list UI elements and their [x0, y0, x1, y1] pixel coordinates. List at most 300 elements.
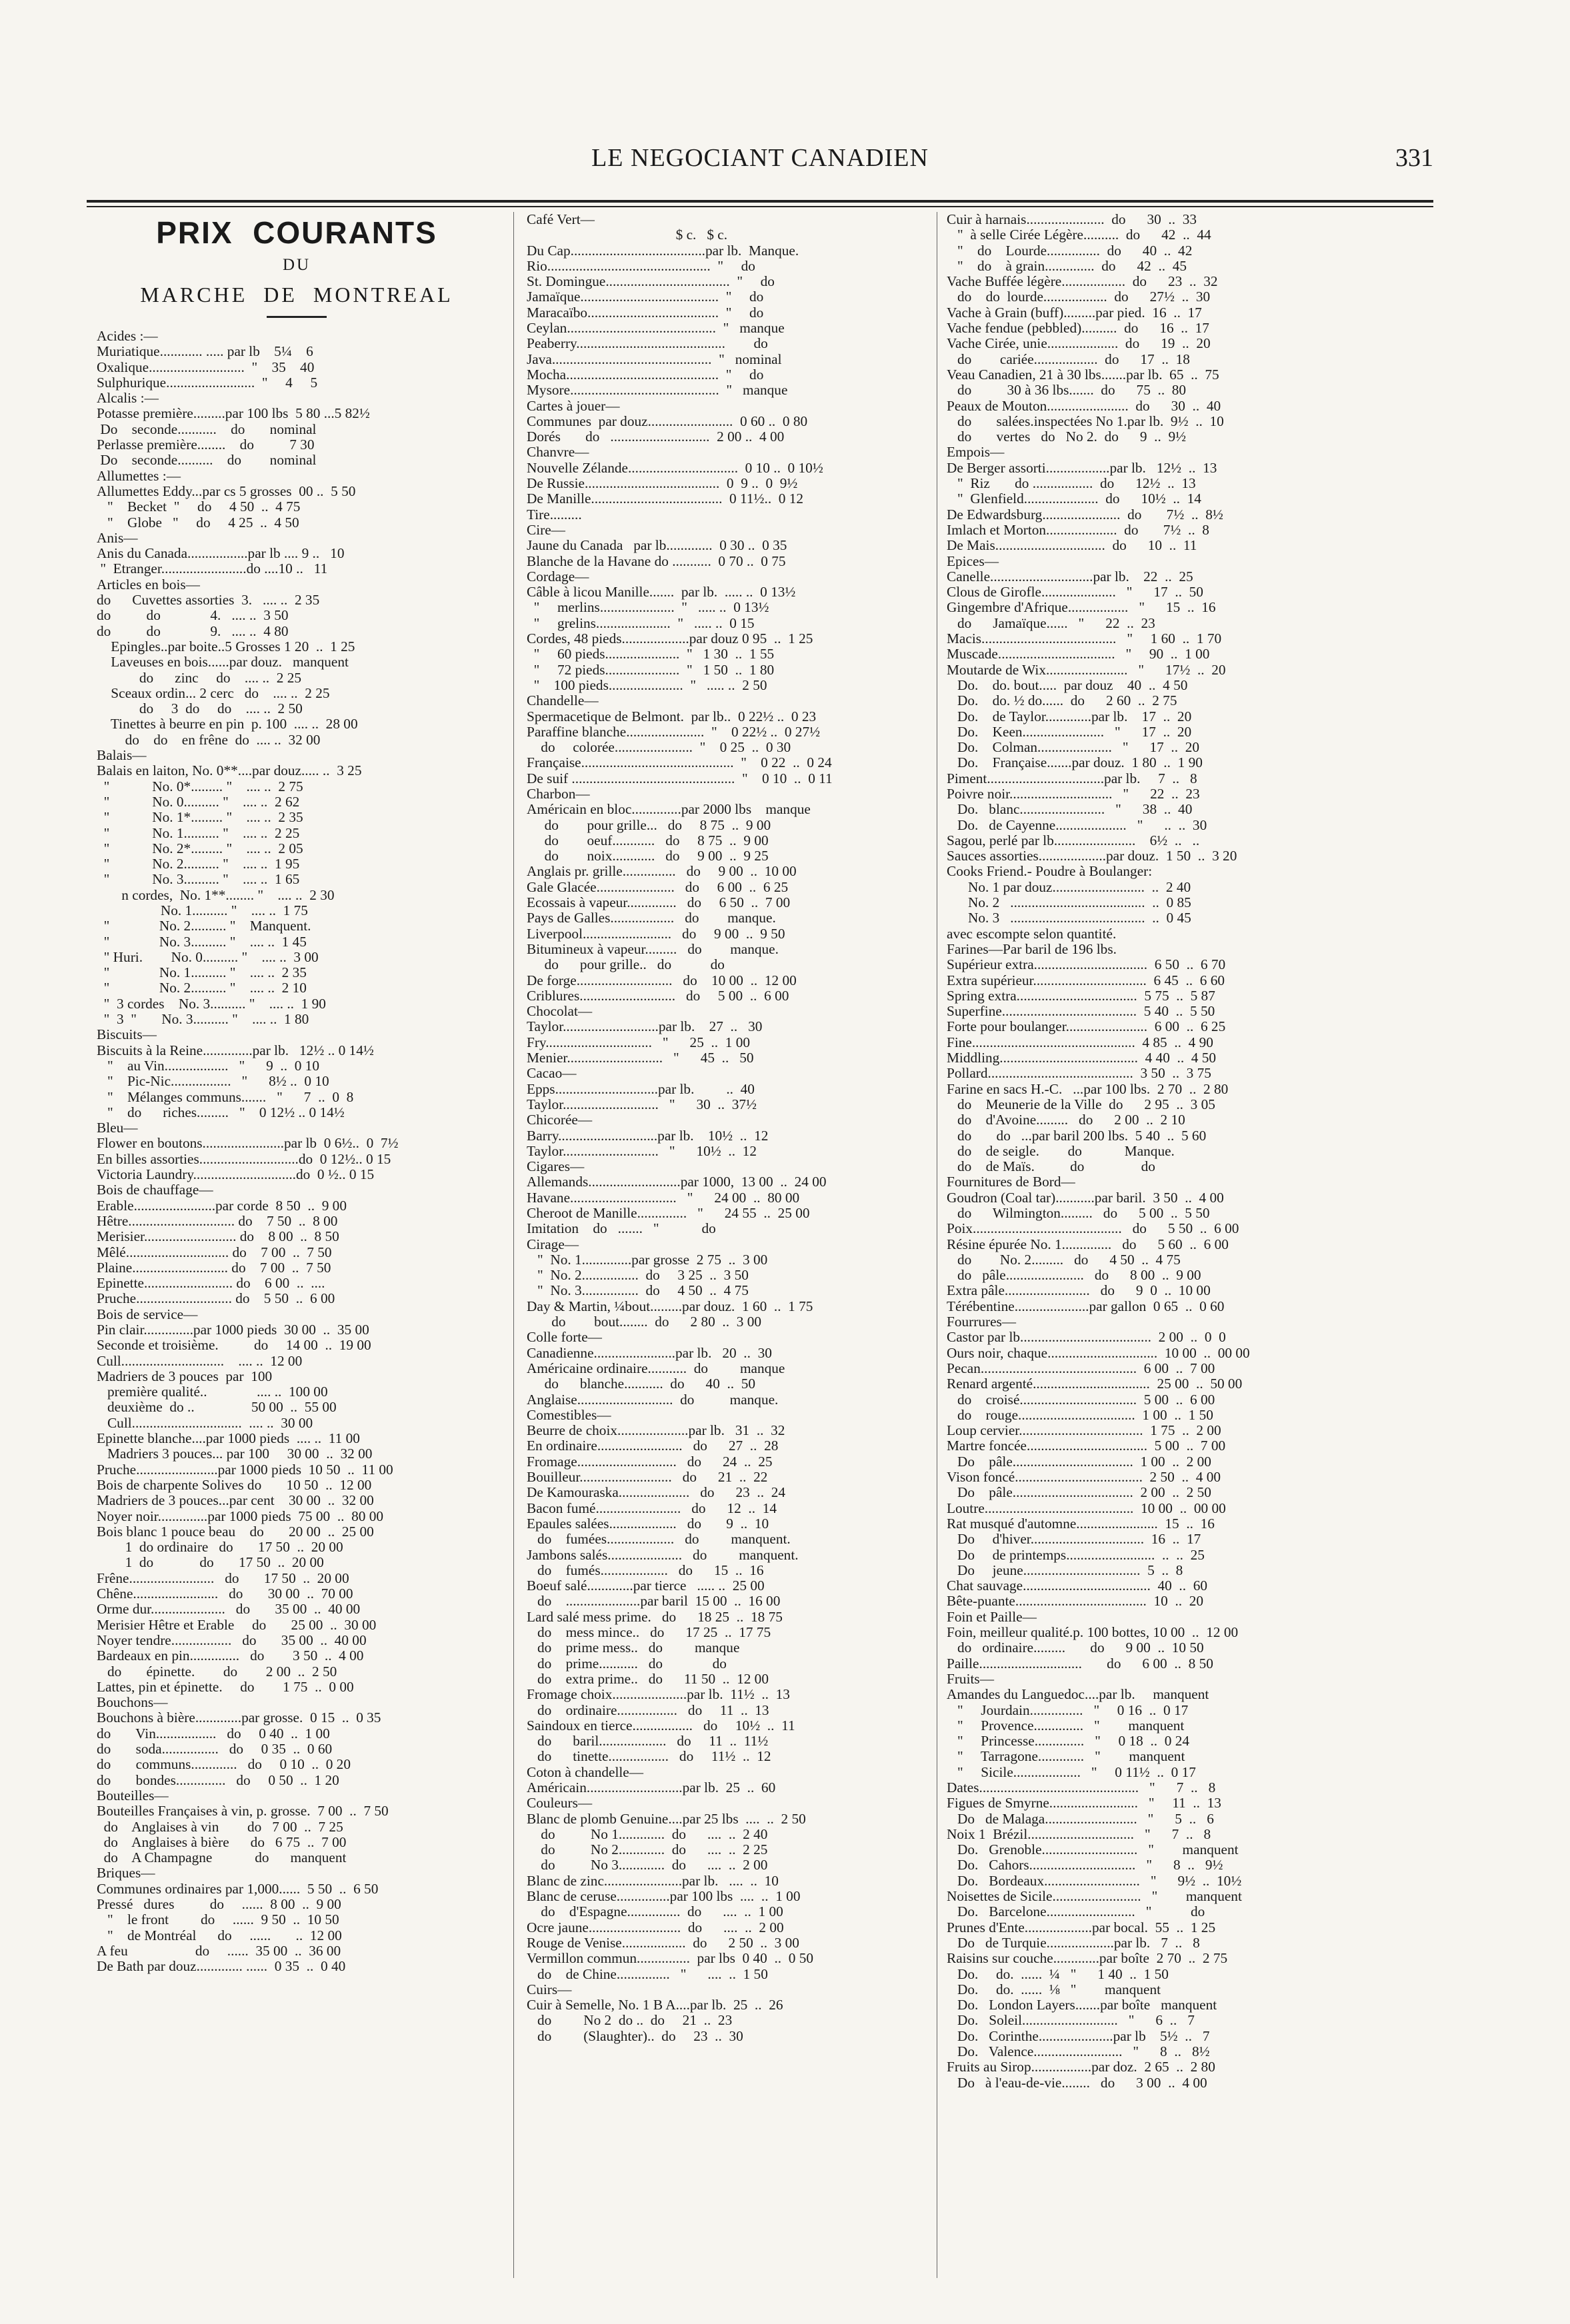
- price-line: " Glenfield..................... do 10½ .. 14: [947, 491, 1201, 507]
- price-line: Sulphurique......................... " 4 5: [97, 375, 318, 391]
- price-line: " No. 3.......... " .... .. 1 65: [97, 872, 300, 888]
- price-line: do Anglaises à vin do 7 00 .. 7 25: [97, 1819, 343, 1835]
- price-line: Prunes d'Ente...................par bocal. 55 .. 1 25: [947, 1919, 1216, 1935]
- price-line: De Berger assorti..................par lb. 12½ .. 13: [947, 460, 1217, 476]
- price-line: Blanc de ceruse...............par 100 lbs .... .. 1 00: [527, 1889, 801, 1905]
- price-line: Muriatique............ ..... par lb 5¼ 6: [97, 344, 313, 360]
- price-line: Bouteilles Françaises à vin, p. grosse. 7 00 .. 7 50: [97, 1803, 389, 1819]
- price-line: " 3 cordes No. 3.......... " .... .. 1 90: [97, 996, 326, 1012]
- price-line: Chêne........................ do 30 00 .. 70 00: [97, 1586, 353, 1602]
- price-line: do extra prime.. do 11 50 .. 12 00: [527, 1671, 769, 1687]
- price-line: Liverpool......................... do 9 00 .. 9 50: [527, 926, 785, 942]
- price-line: $ c. $ c.: [527, 227, 728, 243]
- price-line: Colle forte—: [527, 1330, 602, 1346]
- price-line: Fruits—: [947, 1671, 995, 1687]
- price-line: " à selle Cirée Légère.......... do 42 .. 44: [947, 227, 1211, 243]
- price-line: Articles en bois—: [97, 577, 200, 592]
- price-line: Allemands..........................par 1000, 13 00 .. 24 00: [527, 1174, 827, 1190]
- price-line: Epaules salées................... do 9 .. 10: [527, 1516, 769, 1532]
- price-line: Lattes, pin et épinette. do 1 75 .. 0 00: [97, 1679, 354, 1695]
- price-line: " do riches......... " 0 12½ .. 0 14½: [97, 1104, 345, 1120]
- price-line: Chicorée—: [527, 1112, 593, 1128]
- price-line: Ecossais à vapeur.............. do 6 50 .. 7 00: [527, 895, 791, 911]
- price-line: Acides :—: [97, 329, 158, 344]
- price-line: do communs............. do 0 10 .. 0 20: [97, 1757, 351, 1773]
- price-line: Do. Corinthe.....................par lb 5½ .. 7: [947, 2028, 1210, 2044]
- price-line: Bitumineux à vapeur......... do manque.: [527, 941, 779, 957]
- price-line: " Huri. No. 0.......... " .... .. 3 00: [97, 949, 319, 965]
- price-line: No. 3 ...................................... .. 0 45: [947, 910, 1191, 926]
- price-line: do noix............ do 9 00 .. 9 25: [527, 848, 769, 864]
- price-line: " No. 0*......... " .... .. 2 75: [97, 778, 303, 794]
- price-line: Bouteilles—: [97, 1787, 169, 1803]
- price-line: " do à grain.............. do 42 .. 45: [947, 258, 1187, 274]
- price-line: do bondes.............. do 0 50 .. 1 20: [97, 1772, 339, 1788]
- price-line: Blanc de zinc......................par lb. .... .. 10: [527, 1873, 779, 1889]
- price-line: Castor par lb..................................... 2 00 .. 0 0: [947, 1330, 1226, 1346]
- price-line: do bout........ do 2 80 .. 3 00: [527, 1314, 761, 1330]
- price-line: do .....................par baril 15 00 .. 16 00: [527, 1594, 781, 1610]
- price-line: do mess mince.. do 17 25 .. 17 75: [527, 1625, 771, 1641]
- price-line: do d'Avoine......... do 2 00 .. 2 10: [947, 1112, 1185, 1128]
- price-line: Boeuf salé.............par tierce ..... .. 25 00: [527, 1578, 765, 1594]
- price-line: do croisé................................. 5 00 .. 6 00: [947, 1392, 1215, 1408]
- price-line: do do 4. .... .. 3 50: [97, 608, 289, 624]
- price-line: Ocre jaune.......................... do .... .. 2 00: [527, 1919, 784, 1935]
- price-line: Do d'hiver................................ 16 .. 17: [947, 1532, 1201, 1548]
- price-line: Peaberry.......................................... do: [527, 336, 768, 352]
- price-line: Rat musqué d'automne....................... 15 .. 16: [947, 1516, 1215, 1532]
- price-line: Canelle.............................par lb. 22 .. 25: [947, 569, 1193, 584]
- price-line: " Riz do ................. do 12½ .. 13: [947, 476, 1196, 492]
- price-line: Résine épurée No. 1.............. do 5 60 .. 6 00: [947, 1236, 1229, 1252]
- price-line: Clous de Girofle..................... " 17 .. 50: [947, 584, 1203, 600]
- price-line: do fumés................... do 15 .. 16: [527, 1562, 764, 1578]
- price-line: Bardeaux en pin.............. do 3 50 .. 4 00: [97, 1648, 364, 1664]
- price-line: Fry.............................. " 25 .. 1 00: [527, 1034, 751, 1050]
- price-line: Cull............................... .... .. 30 00: [97, 1415, 313, 1431]
- price-line: Loup cervier................................... 1 75 .. 2 00: [947, 1423, 1221, 1439]
- price-line: deuxième do .. 50 00 .. 55 00: [97, 1400, 337, 1416]
- price-line: Pin clair..............par 1000 pieds 30 00 .. 35 00: [97, 1322, 369, 1338]
- price-line: Macis...................................... " 1 60 .. 1 70: [947, 631, 1222, 647]
- price-line: " No. 1*......... " .... .. 2 35: [97, 810, 303, 826]
- price-line: Maracaïbo..................................... " do: [527, 305, 764, 321]
- price-line: do do lourde.................. do 27½ .. 30: [947, 289, 1211, 305]
- price-line: Américain en bloc..............par 2000 lbs manque: [527, 802, 811, 818]
- price-line: Cordage—: [527, 569, 589, 584]
- price-line: Do. do. bout..... par douz 40 .. 4 50: [947, 677, 1188, 693]
- price-line: Do pâle.................................. 2 00 .. 2 50: [947, 1485, 1211, 1501]
- price-line: Chanvre—: [527, 445, 589, 461]
- price-line: Do. do. ...... ¼ " 1 40 .. 1 50: [947, 1966, 1169, 1982]
- price-line: Criblures........................... do 5 00 .. 6 00: [527, 988, 789, 1004]
- price-line: do prime........... do do: [527, 1656, 727, 1672]
- price-line: Forte pour boulanger....................... 6 00 .. 6 25: [947, 1019, 1226, 1035]
- price-line: Chat sauvage.................................... 40 .. 60: [947, 1578, 1207, 1594]
- price-line: Couleurs—: [527, 1795, 593, 1811]
- price-line: Flower en boutons.......................par lb 0 6½.. 0 7½: [97, 1136, 399, 1152]
- price-line: do No 2............. do .... .. 2 25: [527, 1842, 768, 1858]
- price-line: Canadienne.......................par lb. 20 .. 30: [527, 1345, 772, 1361]
- price-line: En ordinaire........................ do 27 .. 28: [527, 1438, 779, 1454]
- price-line: Cacao—: [527, 1066, 577, 1082]
- price-line: Balais en laiton, No. 0**....par douz..... .. 3 25: [97, 763, 362, 779]
- price-line: " Becket " do 4 50 .. 4 75: [97, 499, 301, 515]
- price-line: do Wilmington......... do 5 00 .. 5 50: [947, 1206, 1210, 1221]
- price-line: Pecan............................................ 6 00 .. 7 00: [947, 1360, 1215, 1376]
- price-line: " de Montréal do ...... .. 12 00: [97, 1927, 342, 1943]
- price-line: Communes ordinaires par 1,000...... 5 50 .. 6 50: [97, 1881, 379, 1897]
- section-title: PRIX COURANTS: [156, 215, 437, 250]
- price-line: Ceylan.......................................... " manque: [527, 321, 785, 337]
- price-line: Madriers 3 pouces... par 100 30 00 .. 32 00: [97, 1446, 373, 1462]
- header-rule-thin: [87, 206, 1433, 207]
- price-line: " No. 2*......... " .... .. 2 05: [97, 840, 303, 856]
- price-line: Beurre de choix....................par lb. 31 .. 32: [527, 1423, 785, 1439]
- price-line: De Russie...................................... 0 9 .. 0 9½: [527, 476, 798, 492]
- price-line: St. Domingue................................... " do: [527, 274, 775, 290]
- price-line: Anglaise........................... do manque.: [527, 1392, 779, 1408]
- price-line: " Mélanges communs....... " 7 .. 0 8: [97, 1089, 354, 1105]
- price-line: Renard argenté................................. 25 00 .. 50 00: [947, 1376, 1243, 1392]
- price-line: Chocolat—: [527, 1004, 593, 1020]
- price-line: do fumées................... do manquent.: [527, 1532, 791, 1548]
- price-line: " Globe " do 4 25 .. 4 50: [97, 515, 299, 531]
- price-line: Merisier Hêtre et Erable do 25 00 .. 30 00: [97, 1617, 377, 1633]
- price-line: Victoria Laundry.............................do 0 ½.. 0 15: [97, 1167, 375, 1183]
- price-line: do vertes do No 2. do 9 .. 9½: [947, 429, 1187, 445]
- price-line: do (Slaughter).. do 23 .. 30: [527, 2028, 743, 2044]
- price-line: Paille............................. do 6 00 .. 8 50: [947, 1656, 1213, 1672]
- price-line: do ordinaire......... do 9 00 .. 10 50: [947, 1640, 1204, 1656]
- page-number: 331: [1395, 144, 1433, 172]
- price-line: Madriers de 3 pouces...par cent 30 00 .. 32 00: [97, 1493, 374, 1509]
- price-line: Cheroot de Manille.............. " 24 55 .. 25 00: [527, 1206, 810, 1221]
- price-line: première qualité.. .... .. 100 00: [97, 1384, 328, 1400]
- price-line: do No 1............. do .... .. 2 40: [527, 1826, 768, 1842]
- price-line: " No. 2................ do 3 25 .. 3 50: [527, 1268, 749, 1284]
- price-line: Bois de chauffage—: [97, 1182, 213, 1198]
- price-line: Cuir à Semelle, No. 1 B A....par lb. 25 .. 26: [527, 1997, 783, 2013]
- price-line: Epingles..par boite..5 Grosses 1 20 .. 1 25: [97, 638, 355, 654]
- price-line: Jaune du Canada par lb............. 0 30 .. 0 35: [527, 538, 787, 554]
- price-line: Fruits au Sirop.................par doz. 2 65 .. 2 80: [947, 2059, 1215, 2075]
- price-line: Do. Soleil........................... " 6 .. 7: [947, 2013, 1195, 2029]
- price-line: Figues de Smyrne......................... " 11 .. 13: [947, 1795, 1221, 1811]
- price-line: " grelins..................... " ..... .. 0 15: [527, 615, 755, 631]
- price-line: do Jamaïque...... " 22 .. 23: [947, 615, 1155, 631]
- price-line: Piment.................................par lb. 7 .. 8: [947, 770, 1197, 786]
- price-line: " No. 0.......... " .... .. 2 62: [97, 794, 300, 810]
- price-line: Coton à chandelle—: [527, 1764, 644, 1780]
- price-line: do pâle...................... do 8 00 .. 9 00: [947, 1268, 1201, 1284]
- price-line: do épinette. do 2 00 .. 2 50: [97, 1664, 337, 1680]
- price-line: De Kamouraska.................... do 23 .. 24: [527, 1485, 786, 1501]
- price-line: Cuirs—: [527, 1981, 572, 1997]
- price-line: Do. Grenoble........................... " manquent: [947, 1842, 1239, 1858]
- price-line: Térébentine.....................par gallon 0 65 .. 0 60: [947, 1298, 1225, 1314]
- price-line: Goudron (Coal tar)...........par baril. 3 50 .. 4 00: [947, 1190, 1224, 1206]
- price-line: Extra pâle........................ do 9 0 .. 10 00: [947, 1283, 1211, 1299]
- price-line: Dates............................................. " 7 .. 8: [947, 1779, 1216, 1795]
- price-line: Potasse première.........par 100 lbs 5 80 ...5 82½: [97, 406, 370, 422]
- price-line: Gale Glacée...................... do 6 00 .. 6 25: [527, 879, 789, 895]
- price-line: do 3 do do .... .. 2 50: [97, 701, 303, 717]
- price-line: Cire—: [527, 522, 565, 538]
- price-line: " No. 2.......... " .... .. 2 10: [97, 980, 307, 996]
- price-line: do pour grille... do 8 75 .. 9 00: [527, 817, 771, 833]
- price-line: " Sicile................... " 0 11½ .. 0 17: [947, 1764, 1196, 1780]
- price-line: Taylor...........................par lb. 27 .. 30: [527, 1019, 763, 1035]
- price-line: Bouchons—: [97, 1695, 168, 1711]
- price-line: Martre foncée.................................. 5 00 .. 7 00: [947, 1438, 1226, 1454]
- price-line: Cull............................. .... .. 12 00: [97, 1353, 303, 1369]
- price-line: Do. Française.......par douz. 1 80 .. 1 90: [947, 755, 1203, 771]
- price-line: Rio.............................................. " do: [527, 258, 755, 274]
- price-line: Vache fendue (pebbled).......... do 16 .. 17: [947, 321, 1209, 337]
- price-line: Lard salé mess prime. do 18 25 .. 18 75: [527, 1609, 783, 1625]
- price-line: Havane.............................. " 24 00 .. 80 00: [527, 1190, 800, 1206]
- price-line: Noix 1 Brézil.............................. " 7 .. 8: [947, 1826, 1211, 1842]
- price-line: Barry............................par lb. 10½ .. 12: [527, 1128, 769, 1144]
- price-line: Nouvelle Zélande............................... 0 10 .. 0 10½: [527, 460, 823, 476]
- price-line: Café Vert—: [527, 212, 595, 227]
- price-line: Middling....................................... 4 40 .. 4 50: [947, 1050, 1217, 1066]
- price-line: Cartes à jouer—: [527, 398, 620, 414]
- price-line: Foin, meilleur qualité.p. 100 bottes, 10 00 .. 12 00: [947, 1625, 1239, 1641]
- price-line: " 72 pieds..................... " 1 50 .. 1 80: [527, 662, 775, 678]
- price-line: No. 2 ...................................... .. 0 85: [947, 895, 1191, 911]
- price-line: Imlach et Morton.................... do 7½ .. 8: [947, 522, 1209, 538]
- price-line: Bête-puante..................................... 10 .. 20: [947, 1594, 1204, 1610]
- price-line: Do. de Taylor.............par lb. 17 .. 20: [947, 708, 1192, 724]
- price-line: Cuir à harnais...................... do 30 .. 33: [947, 212, 1197, 227]
- price-line: " No. 1.......... " .... .. 2 25: [97, 825, 300, 841]
- price-line: Do. de Cayenne.................... " .. .. 30: [947, 817, 1207, 833]
- price-line: Foin et Paille—: [947, 1609, 1037, 1625]
- price-line: Plaine........................... do 7 00 .. 7 50: [97, 1260, 331, 1276]
- price-line: " No. 1..............par grosse 2 75 .. 3 00: [527, 1252, 768, 1268]
- price-line: Américain...........................par lb. 25 .. 60: [527, 1779, 776, 1795]
- price-line: Taylor........................... " 10½ .. 12: [527, 1143, 757, 1159]
- price-line: Moutarde de Wix....................... " 17½ .. 20: [947, 662, 1226, 678]
- price-line: Frêne........................ do 17 50 .. 20 00: [97, 1570, 349, 1586]
- price-line: " Princesse.............. " 0 18 .. 0 24: [947, 1734, 1190, 1749]
- price-line: Pollard......................................... 3 50 .. 3 75: [947, 1066, 1211, 1082]
- price-line: Epinette blanche....par 1000 pieds .... .. 11 00: [97, 1431, 360, 1447]
- price-line: " 3 " No. 3.......... " .... .. 1 80: [97, 1012, 309, 1028]
- price-line: Anglais pr. grille............... do 9 00 .. 10 00: [527, 864, 797, 880]
- price-line: Américaine ordinaire........... do manque: [527, 1360, 785, 1376]
- price-line: " 100 pieds..................... " ..... .. 2 50: [527, 677, 767, 693]
- price-line: Blanche de la Havane do ........... 0 70 .. 0 75: [527, 553, 786, 569]
- price-line: n cordes, No. 1**........ " .... .. 2 30: [97, 887, 335, 903]
- price-line: " merlins..................... " ..... .. 0 13½: [527, 600, 769, 616]
- price-line: Cooks Friend.- Poudre à Boulanger:: [947, 864, 1153, 880]
- price-line: do do 9. .... .. 4 80: [97, 623, 289, 639]
- price-line: Pruche.......................par 1000 pieds 10 50 .. 11 00: [97, 1462, 393, 1478]
- price-line: do No 2 do .. do 21 .. 23: [527, 2013, 733, 2029]
- price-line: Vison foncé.................................... 2 50 .. 4 00: [947, 1470, 1221, 1486]
- price-line: Mocha........................................... " do: [527, 367, 764, 383]
- price-line: Merisier.......................... do 8 00 .. 8 50: [97, 1229, 339, 1245]
- price-line: Cirage—: [527, 1236, 579, 1252]
- price-line: do salées.inspectées No 1.par lb. 9½ .. 10: [947, 413, 1224, 429]
- price-line: Bois de charpente Solives do 10 50 .. 12 00: [97, 1477, 372, 1493]
- price-line: Do à l'eau-de-vie........ do 3 00 .. 4 00: [947, 2075, 1207, 2091]
- price-line: do de Chine............... " .... .. 1 50: [527, 1966, 768, 1982]
- price-line: Do de printemps......................... .. .. 25: [947, 1547, 1205, 1563]
- price-line: Cigares—: [527, 1159, 585, 1175]
- price-line: De Mais............................... do 10 .. 11: [947, 538, 1197, 554]
- price-line: do baril................... do 11 .. 11½: [527, 1734, 769, 1749]
- price-line: Anis—: [97, 530, 138, 546]
- price-line: Orme dur..................... do 35 00 .. 40 00: [97, 1602, 361, 1618]
- price-line: Sauces assorties...................par douz. 1 50 .. 3 20: [947, 848, 1237, 864]
- price-line: Farine en sacs H.-C. ...par 100 lbs. 2 70 .. 2 80: [947, 1081, 1229, 1097]
- column-divider: [513, 212, 514, 2278]
- price-line: Do. Keen....................... " 17 .. 20: [947, 724, 1192, 740]
- price-line: De suif .............................................. " 0 10 .. 0 11: [527, 770, 833, 786]
- price-line: do Meunerie de la Ville do 2 95 .. 3 05: [947, 1096, 1215, 1112]
- price-line: Câble à licou Manille....... par lb. ..... .. 0 13½: [527, 584, 796, 600]
- price-line: 1 do do 17 50 .. 20 00: [97, 1555, 324, 1571]
- header-rule-thick: [87, 200, 1433, 203]
- price-line: Java............................................. " nominal: [527, 351, 782, 367]
- price-line: Comestibles—: [527, 1407, 611, 1423]
- price-line: Paraffine blanche...................... " 0 22½ .. 0 27½: [527, 724, 821, 740]
- price-line: Superfine...................................... 5 40 .. 5 50: [947, 1004, 1215, 1020]
- price-line: De Edwardsburg...................... do 7½ .. 8½: [947, 507, 1223, 523]
- price-line: do de Maïs. do do: [947, 1159, 1155, 1175]
- price-line: Do jeune................................. 5 .. 8: [947, 1562, 1183, 1578]
- price-line: 1 do ordinaire do 17 50 .. 20 00: [97, 1540, 343, 1556]
- price-line: Do. Barcelone......................... " do: [947, 1904, 1205, 1920]
- price-line: " au Vin.................. " 9 .. 0 10: [97, 1058, 319, 1074]
- price-line: do do ...par baril 200 lbs. 5 40 .. 5 60: [947, 1128, 1207, 1144]
- price-line: Allumettes Eddy...par cs 5 grosses 00 .. 5 50: [97, 483, 356, 499]
- price-column-1: [97, 212, 497, 1974]
- price-line: Noyer tendre................. do 35 00 .. 40 00: [97, 1632, 367, 1648]
- price-line: Gingembre d'Afrique................. " 15 .. 16: [947, 600, 1216, 616]
- price-line: Fourrures—: [947, 1314, 1017, 1330]
- price-line: " No. 2.......... " Manquent.: [97, 918, 311, 934]
- price-line: Do. do. ½ do...... do 2 60 .. 2 75: [947, 693, 1177, 709]
- price-line: do oeuf............ do 8 75 .. 9 00: [527, 832, 769, 848]
- price-line: do Cuvettes assorties 3. .... .. 2 35: [97, 592, 320, 608]
- price-line: Do de Malaga.......................... " 5 .. 6: [947, 1811, 1214, 1827]
- price-line: Communes par douz........................ 0 60 .. 0 80: [527, 413, 808, 429]
- price-line: Chandelle—: [527, 693, 599, 709]
- price-line: A feu do ...... 35 00 .. 36 00: [97, 1943, 341, 1959]
- price-line: Du Cap......................................par lb. Manque.: [527, 243, 799, 259]
- price-line: Balais—: [97, 748, 147, 764]
- price-line: " No. 3................ do 4 50 .. 4 75: [527, 1283, 749, 1299]
- price-line: Bouilleur.......................... do 21 .. 22: [527, 1470, 768, 1486]
- price-line: Bacon fumé........................ do 12 .. 14: [527, 1500, 777, 1516]
- price-line: Do. Colman..................... " 17 .. 20: [947, 740, 1200, 756]
- price-line: Fromage choix.....................par lb. 11½ .. 13: [527, 1687, 790, 1703]
- price-line: do prime mess.. do manque: [527, 1640, 740, 1656]
- price-line: Poix.......................................... do 5 50 .. 6 00: [947, 1221, 1239, 1237]
- price-line: Loutre.......................................... 10 00 .. 00 00: [947, 1500, 1226, 1516]
- price-line: Biscuits à la Reine..............par lb. 12½ .. 0 14½: [97, 1042, 374, 1058]
- price-line: " No. 1.......... " .... .. 2 35: [97, 965, 307, 981]
- price-line: Do de Turquie...................par lb. 7 .. 8: [947, 1935, 1200, 1951]
- price-line: " Tarragone............. " manquent: [947, 1749, 1185, 1765]
- price-line: Spring extra.................................. 5 75 .. 5 87: [947, 988, 1215, 1004]
- price-line: Vermillon commun............... par lbs 0 40 .. 0 50: [527, 1951, 814, 1967]
- price-line: do A Champagne do manquent: [97, 1850, 347, 1866]
- price-line: Do. Valence......................... " 8 .. 8½: [947, 2044, 1210, 2060]
- price-line: No. 1.......... " .... .. 1 75: [97, 902, 308, 918]
- price-line: Muscade................................. " 90 .. 1 00: [947, 646, 1210, 662]
- price-line: Madriers de 3 pouces par 100: [97, 1368, 273, 1384]
- price-line: " No. 2.......... " .... .. 1 95: [97, 856, 300, 872]
- price-line: Noisettes de Sicile......................... " manquent: [947, 1889, 1242, 1905]
- price-line: De Manille..................................... 0 11½.. 0 12: [527, 491, 804, 507]
- price-line: do blanche........... do 40 .. 50: [527, 1376, 756, 1392]
- price-line: Tinettes à beurre en pin p. 100 .... .. 28 00: [97, 716, 358, 732]
- price-line: Bleu—: [97, 1120, 138, 1136]
- price-line: Sceaux ordin... 2 cerc do .... .. 2 25: [97, 685, 330, 701]
- price-line: do zinc do .... .. 2 25: [97, 670, 302, 686]
- price-line: " No. 3.......... " .... .. 1 45: [97, 934, 307, 950]
- price-line: Jambons salés..................... do manquent.: [527, 1547, 799, 1563]
- page-header: [87, 143, 1433, 183]
- price-line: Allumettes :—: [97, 468, 181, 484]
- price-line: Française........................................... " 0 22 .. 0 24: [527, 755, 832, 771]
- price-line: Peaux de Mouton....................... do 30 .. 40: [947, 398, 1221, 414]
- price-line: Noyer noir..............par 1000 pieds 75 00 .. 80 00: [97, 1508, 384, 1524]
- price-line: Empois—: [947, 445, 1005, 461]
- price-line: Do. Cahors.............................. " 8 .. 9½: [947, 1857, 1223, 1873]
- price-line: Epices—: [947, 553, 999, 569]
- price-line: En billes assorties............................do 0 12½.. 0 15: [97, 1151, 391, 1167]
- price-line: Epinette......................... do 6 00 .. ....: [97, 1276, 325, 1292]
- price-line: Taylor........................... " 30 .. 37½: [527, 1096, 757, 1112]
- price-line: Menier........................... " 45 .. 50: [527, 1050, 754, 1066]
- price-line: Dorés do ............................ 2 00 .. 4 00: [527, 429, 785, 445]
- price-line: Do seconde........... do nominal: [97, 421, 317, 437]
- price-line: Imitation do ....... " do: [527, 1221, 716, 1237]
- price-line: Blanc de plomb Genuine....par 25 lbs .... .. 2 50: [527, 1811, 806, 1827]
- price-line: Raisins sur couche.............par boîte 2 70 .. 2 75: [947, 1951, 1228, 1967]
- price-line: Pays de Galles.................. do manque.: [527, 910, 776, 926]
- price-line: do cariée.................. do 17 .. 18: [947, 351, 1190, 367]
- title-rule: [267, 316, 327, 318]
- section-subtitle-du: DU: [282, 256, 311, 274]
- price-line: do do en frêne do .... .. 32 00: [97, 732, 321, 748]
- price-line: " 60 pieds..................... " 1 30 .. 1 55: [527, 646, 775, 662]
- price-line: No. 1 par douz.......................... .. 2 40: [947, 879, 1191, 895]
- price-line: Bouchons à bière.............par grosse. 0 15 .. 0 35: [97, 1710, 381, 1726]
- price-line: Extra supérieur................................ 6 45 .. 6 60: [947, 972, 1225, 988]
- price-line: Tire.........: [527, 507, 582, 523]
- price-line: do ordinaire................. do 11 .. 13: [527, 1702, 769, 1718]
- price-line: Pruche........................... do 5 50 .. 6 00: [97, 1291, 335, 1307]
- price-line: " Provence.............. " manquent: [947, 1718, 1185, 1734]
- price-line: do de seigle. do Manque.: [947, 1143, 1175, 1159]
- price-line: Anis du Canada.................par lb .... 9 .. 10: [97, 546, 345, 562]
- price-line: Perlasse première........ do 7 30: [97, 437, 315, 453]
- price-line: Vache Cirée, unie.................... do 19 .. 20: [947, 336, 1211, 352]
- price-line: do 30 à 36 lbs....... do 75 .. 80: [947, 383, 1187, 399]
- price-column-3: [947, 212, 1427, 2091]
- price-line: Veau Canadien, 21 à 30 lbs.......par lb. 65 .. 75: [947, 367, 1219, 383]
- price-line: Day & Martin, ¼bout.........par douz. 1 60 .. 1 75: [527, 1298, 813, 1314]
